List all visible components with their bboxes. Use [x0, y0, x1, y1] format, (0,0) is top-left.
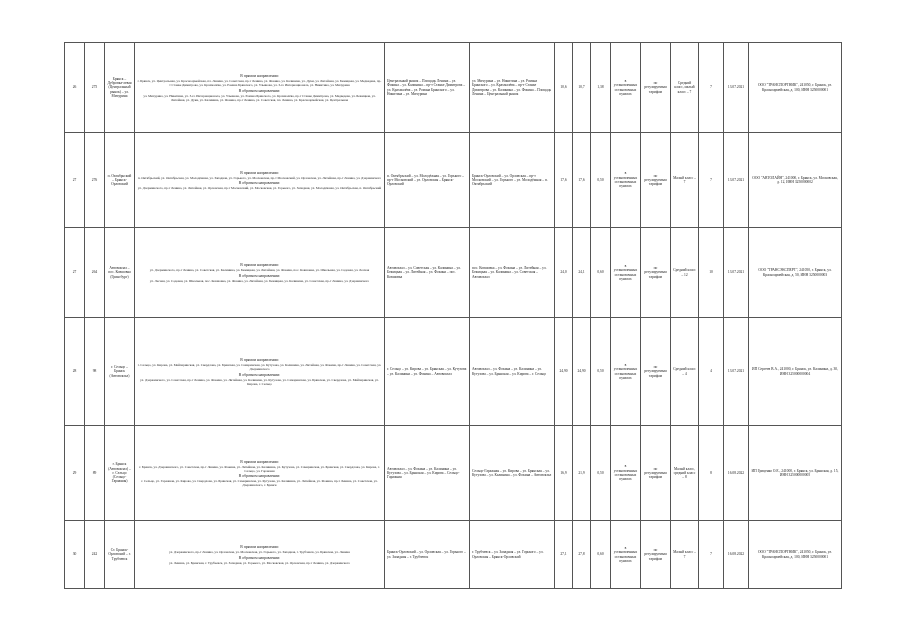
stops-reverse: пос. Ковшовка – ул. Фокина – ул. Литейная – ул. Бежицкая – ул. Калинина – ул. Советская – Автовокзал [470, 228, 555, 318]
tariff-type: по регулируемым тарифам [641, 521, 671, 589]
table-row [65, 521, 842, 589]
forward-direction-heading: В прямом направлении: [240, 170, 279, 175]
forward-direction-streets: ул. Дзержинского, пр-т Ленина, ул. Орловская, ул. Московская, ул. Горького, ул. Западная, г. Трубчевск, ул. Брянская, ул. Ленина [169, 550, 350, 555]
length-reverse: 21,9 [573, 426, 591, 521]
vehicle-class-count: Средний класс – 4 [671, 318, 699, 426]
tariff-type: по регулируемым тарифам [641, 228, 671, 318]
length-reverse: 24,1 [573, 228, 591, 318]
travel-time: 0,50 [591, 133, 611, 228]
vehicle-class-count: Малый класс, средний класс – 8 [671, 426, 699, 521]
reverse-direction-heading: В обратном направлении: [238, 181, 281, 185]
stops-reverse: ул. Мичурина – ул. Никитина – ул. Романа Брянского – ул. Крахмалёва – пр-т Станке Димитрова – ул. Калинина – ул. Фокина – Площадь Ленина – Центральный рынок [470, 43, 555, 133]
start-date: 13.07.2021 [724, 43, 749, 133]
forward-direction-heading: В прямом направлении: [240, 358, 279, 363]
routes-register-table [64, 42, 842, 589]
route-name: п. Октябрьский – Брянск-Орловский [105, 133, 135, 228]
reverse-direction-heading: В обратном направлении: [238, 372, 281, 377]
route-path-cell [135, 426, 385, 521]
start-date: 13.07.2021 [724, 133, 749, 228]
start-date: 13.07.2021 [724, 318, 749, 426]
registration-number: 98 [85, 318, 105, 426]
route-path-cell [135, 43, 385, 133]
table-row [65, 318, 842, 426]
forward-direction-heading: В прямом направлении: [240, 74, 279, 79]
carrier-info: ООО "ТРАНСЭКСПЕРТ", 241050, г. Брянск, ул. Красноармейская, д. 50, ИНН 3250000003 [749, 228, 842, 318]
row-number: 27 [65, 133, 85, 228]
reverse-direction-streets: г. Сельцо, ул. Гаражная, ул. Кирова, ул. Свердлова, ул. Брянская, ул. Самаринская, ул. Кутузова, ул. Калинина, ул. Литейная, ул. Фокина, пр-т Ленина, ул. Советская, ул. Дзержинского, г. Брянск [141, 479, 378, 488]
start-date: 16.08.2022 [724, 426, 749, 521]
route-name: Брянск – Дубровка-левая (Центральный рынок) – ул. Мичурина [105, 43, 135, 133]
registration-number: 264 [85, 228, 105, 318]
vehicle-class-count: Средний класс, малый класс – 7 [671, 43, 699, 133]
stop-order: в установленных остановочных пунктах [611, 318, 641, 426]
stops-reverse: г. Трубчевск – ул. Западная – ул. Горького – ул. Орловская – Брянск-Орловский [470, 521, 555, 589]
length-forward: 17,6 [555, 133, 573, 228]
registration-number: 89 [85, 426, 105, 521]
stop-order: в установленных остановочных пунктах [611, 521, 641, 589]
stops-forward: Центральный рынок – Площадь Ленина – ул. Фокина – ул. Калинина – пр-т Станке Димитрова – ул. Крахмалёва – ул. Романа Брянского – ул. Никитина – ул. Мичурина [385, 43, 470, 133]
length-reverse: 27,8 [573, 521, 591, 589]
route-path-cell [135, 521, 385, 589]
row-number: 29 [65, 426, 85, 521]
route-name: Автовокзал – пос. Ковшовка (Гринсбург) [105, 228, 135, 318]
vehicle-class-count: Малый класс – 7 [671, 521, 699, 589]
row-number: 30 [65, 521, 85, 589]
reverse-direction-heading: В обратном направлении: [238, 88, 281, 93]
reverse-direction-heading: В обратном направлении: [238, 273, 281, 278]
stops-forward: г. Сельцо – ул. Кирова – ул. Брянская – ул. Кутузова – ул. Калинина – ул. Фокина – Автовокзал [385, 318, 470, 426]
tariff-type: по регулируемым тарифам [641, 43, 671, 133]
carrier-info: ООО "АВТОЛАЙН", 241000, г. Брянск, ул. Московская, д. 12, ИНН 3250000002 [749, 133, 842, 228]
stops-forward: Автовокзал – ул. Советская – ул. Калинина – ул. Бежицкая – ул. Литейная – ул. Фокина – пос. Ковшовка [385, 228, 470, 318]
length-forward: 27,1 [555, 521, 573, 589]
length-reverse: 17,6 [573, 133, 591, 228]
travel-time: 0,50 [591, 426, 611, 521]
tariff-type: по регулируемым тарифам [641, 318, 671, 426]
reverse-direction-streets: ул. Лесная, ул. Садовая, ул. Школьная, пос. Ковшовка, ул. Фокина, ул. Литейная, ул. Бежицкая, ул. Калинина, ул. Советская, пр-т Ленина, ул. Дзержинского [149, 278, 370, 283]
row-number: 27 [65, 228, 85, 318]
travel-time: 0,60 [591, 521, 611, 589]
stops-reverse: Брянск-Орловский – ул. Орловская – пр-т Московский – ул. Горького – ул. Молодёжная – п. Октябрьский [470, 133, 555, 228]
stops-forward: п. Октябрьский – ул. Молодёжная – ул. Горького – пр-т Московский – ул. Орловская – Брянск-Орловский [385, 133, 470, 228]
table-row [65, 133, 842, 228]
length-forward: 10,6 [555, 43, 573, 133]
stop-order: в установленных остановочных пунктах [611, 228, 641, 318]
registration-number: 275 [85, 43, 105, 133]
route-name: г. Сельцо – Брянск (Автовокзал) [105, 318, 135, 426]
reverse-direction-heading: В обратном направлении: [238, 474, 281, 478]
eco-class: 7 [699, 521, 724, 589]
route-path-cell [135, 318, 385, 426]
travel-time: 1,38 [591, 43, 611, 133]
forward-direction-streets: г. Брянск, ул. Центральная, ул. Красноармейская, пл. Ленина, ул. Советская, пр-т Ленина, ул. Фокина, ул. Калинина, ул. Дуки, ул. Литейная, ул. Бежицкая, ул. Медведева, пр-т Станке Димитрова, ул. Крахмалёва, ул. Романа Брянского, ул. Ульянова, ул. 3-го Интернационала, ул. Никитина, ул. Мичурина [137, 79, 382, 88]
length-forward: 24,90 [555, 318, 573, 426]
registration-number: 276 [85, 133, 105, 228]
length-reverse: 10,7 [573, 43, 591, 133]
route-path-cell [135, 133, 385, 228]
table-row [65, 426, 842, 521]
reverse-direction-streets: ул. Дзержинского, ул. Советская, пр-т Ленина, ул. Фокина, ул. Литейная, ул. Калинина, ул. Кутузова, ул. Самаринская, ул. Брянская, ул. Свердлова, ул. Мейпаринская, ул. Кирова, г. Сельцо [140, 377, 379, 386]
eco-class: 10 [699, 228, 724, 318]
forward-direction-streets: г. Сельцо, ул. Кирова, ул. Мейпаринская, ул. Свердлова, ул. Брянская, ул. Самаринская, ул. Кутузова, ул. Калинина, ул. Литейная, ул. Фокина, пр-т Ленина, ул. Советская, ул. Дзержинского [137, 363, 382, 372]
carrier-info: ООО "ТРАНСПОРТНИК", 241050, г. Брянск, ул. Красноармейская, д. 100, ИНН 3250000001 [749, 521, 842, 589]
forward-direction-heading: В прямом направлении: [240, 263, 279, 268]
length-forward: 16,9 [555, 426, 573, 521]
stops-reverse: Автовокзал – ул. Фокина – ул. Калинина – ул. Кутузова – ул. Брянская – ул. Кирова – г. Сельцо [470, 318, 555, 426]
row-number: 28 [65, 318, 85, 426]
route-name: г. Брянск (Автовокзал) – г. Сельцо (Сельцо-Гаражная) [105, 426, 135, 521]
stop-order: в установленных остановочных пунктах [611, 43, 641, 133]
route-path-cell [135, 228, 385, 318]
stop-order: в установленных остановочных пунктах [611, 426, 641, 521]
vehicle-class-count: Средний класс – 12 [671, 228, 699, 318]
eco-class: 8 [699, 426, 724, 521]
eco-class: 7 [699, 43, 724, 133]
route-name: Ст. Брянск-Орловский – г. Трубчевск [105, 521, 135, 589]
forward-direction-streets: ул. Дзержинского, пр-т Ленина, ул. Советская, ул. Калинина, ул. Бежицкая, ул. Литейная, ул. Фокина, пос. Ковшовка, ул. Школьная, ул. Садовая, ул. Лесная [149, 268, 370, 273]
reverse-direction-streets: ул. Мичурина, ул. Никитина, ул. 3-го Интернационала, ул. Ульянова, ул. Романа Брянского, ул. Крахмалёва, пр-т Станке Димитрова, ул. Медведева, ул. Бежицкая, ул. Литейная, ул. Дуки, ул. Калинина, ул. Фокина, пр-т Ленина, ул. Советская, пл. Ленина, ул. Красноармейская, ул. Центральная [143, 93, 376, 102]
length-reverse: 24,90 [573, 318, 591, 426]
tariff-type: по регулируемым тарифам [641, 426, 671, 521]
travel-time: 0,60 [591, 228, 611, 318]
stops-reverse: Сельцо-Гаражная – ул. Кирова – ул. Брянская – ул. Кутузова – ул. Калинина – ул. Фокина – Автовокзал [470, 426, 555, 521]
forward-direction-heading: В прямом направлении: [240, 545, 279, 550]
start-date: 16.08.2022 [724, 521, 749, 589]
tariff-type: по регулируемым тарифам [641, 133, 671, 228]
forward-direction-heading: В прямом направлении: [240, 459, 279, 464]
registration-number: 242 [85, 521, 105, 589]
table-row [65, 43, 842, 133]
carrier-info: ООО "ТРАНСПОРТНИК", 241050, г. Брянск, ул. Красноармейская, д. 100, ИНН 3250000001 [749, 43, 842, 133]
travel-time: 0,50 [591, 318, 611, 426]
reverse-direction-streets: ул. Ленина, ул. Брянская, г. Трубчевск, ул. Западная, ул. Горького, ул. Московская, ул. Орловская, пр-т Ленина, ул. Дзержинского [169, 560, 350, 565]
stops-forward: Автовокзал – ул. Фокина – ул. Калинина – ул. Кутузова – ул. Брянская – ул. Кирова – Сельцо-Гаражная [385, 426, 470, 521]
forward-direction-streets: г. Брянск, ул. Дзержинского, ул. Советская, пр-т Ленина, ул. Фокина, ул. Литейная, ул. Калинина, ул. Кутузова, ул. Самаринская, ул. Брянская, ул. Свердлова, ул. Кирова, г. Сельцо, ул. Гаражная [139, 464, 380, 473]
vehicle-class-count: Малый класс – 7 [671, 133, 699, 228]
eco-class: 4 [699, 318, 724, 426]
table-row [65, 228, 842, 318]
length-forward: 24,0 [555, 228, 573, 318]
row-number: 26 [65, 43, 85, 133]
stops-forward: Брянск-Орловский – ул. Орловская – ул. Горького – ул. Западная – г. Трубчевск [385, 521, 470, 589]
forward-direction-streets: п. Октябрьский, ул. Октябрьская, ул. Молодёжная, ул. Западная, ул. Горького, ул. Московская, пр-т Московский, ул. Орловская, ул. Литейная, пр-т Ленина, ул. Дзержинского [137, 175, 382, 180]
carrier-info: ИП Гриценко О.Е., 241000, г. Брянск, ул. Брянская, д. 15, ИНН 325000000005 [749, 426, 842, 521]
start-date: 13.07.2021 [724, 228, 749, 318]
eco-class: 7 [699, 133, 724, 228]
carrier-info: ИП Сергеев В.А., 241000, г. Брянск, ул. Калинина, д. 30, ИНН 325000000004 [749, 318, 842, 426]
reverse-direction-heading: В обратном направлении: [238, 555, 281, 560]
stop-order: в установленных остановочных пунктах [611, 133, 641, 228]
reverse-direction-streets: ул. Дзержинского, пр-т Ленина, ул. Литейная, ул. Орловская, пр-т Московский, ул. Московская, ул. Горького, ул. Западная, ул. Молодёжная, ул. Октябрьская, п. Октябрьский [137, 186, 382, 191]
